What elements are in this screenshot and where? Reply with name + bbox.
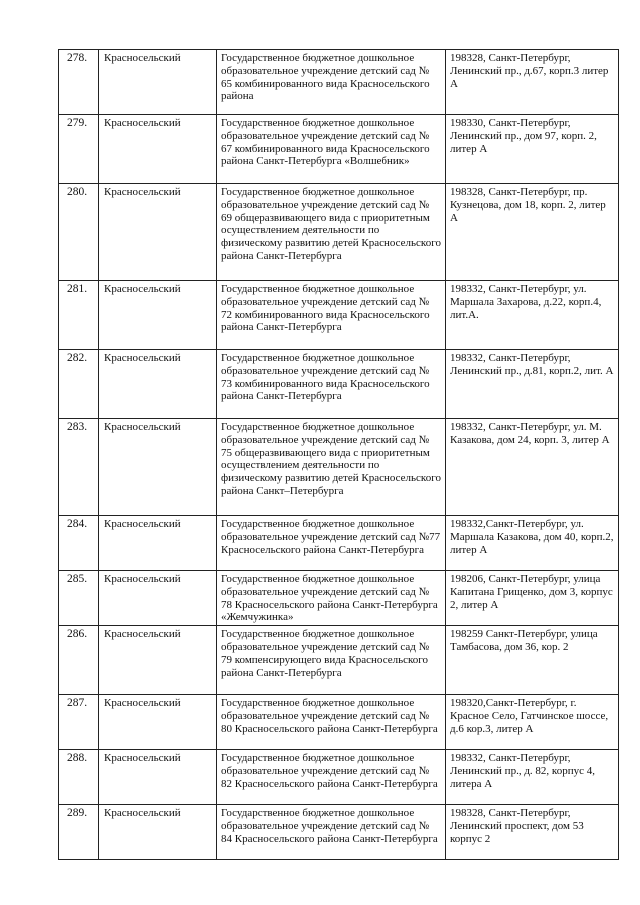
table-row xyxy=(59,50,619,115)
row-number: 284. xyxy=(59,516,99,571)
table-row xyxy=(59,419,619,516)
district-cell: Красносельский xyxy=(99,350,217,419)
row-number: 279. xyxy=(59,115,99,184)
table-row xyxy=(59,626,619,695)
address-cell: 198332, Санкт-Петербург, Ленинский пр., д.81, корп.2, лит. А xyxy=(446,350,619,419)
table-row xyxy=(59,750,619,805)
institution-name-cell: Государственное бюджетное дошкольное образовательное учреждение детский сад № 73 комбинированного вида Красносельского района Санкт-Петербурга xyxy=(217,350,446,419)
table-row xyxy=(59,695,619,750)
district-cell: Красносельский xyxy=(99,419,217,516)
district-cell: Красносельский xyxy=(99,805,217,860)
district-cell: Красносельский xyxy=(99,626,217,695)
address-cell: 198332, Санкт-Петербург, Ленинский пр., д. 82, корпус 4, литера А xyxy=(446,750,619,805)
row-number: 282. xyxy=(59,350,99,419)
address-cell: 198330, Санкт-Петербург, Ленинский пр., дом 97, корп. 2, литер А xyxy=(446,115,619,184)
kindergarten-registry-table xyxy=(58,49,619,860)
address-cell: 198328, Санкт-Петербург, Ленинский проспект, дом 53 корпус 2 xyxy=(446,805,619,860)
address-cell: 198206, Санкт-Петербург, улица Капитана Грищенко, дом 3, корпус 2, литер А xyxy=(446,571,619,626)
address-cell: 198328, Санкт-Петербург, Ленинский пр., д.67, корп.3 литер А xyxy=(446,50,619,115)
row-number: 289. xyxy=(59,805,99,860)
district-cell: Красносельский xyxy=(99,516,217,571)
district-cell: Красносельский xyxy=(99,184,217,281)
table-row xyxy=(59,115,619,184)
address-cell: 198332,Санкт-Петербург, ул. Маршала Казакова, дом 40, корп.2, литер А xyxy=(446,516,619,571)
institution-name-cell: Государственное бюджетное дошкольное образовательное учреждение детский сад № 80 Красносельского района Санкт-Петербурга xyxy=(217,695,446,750)
address-cell: 198332, Санкт-Петербург, ул. Маршала Захарова, д.22, корп.4, лит.А. xyxy=(446,281,619,350)
institution-name-cell: Государственное бюджетное дошкольное образовательное учреждение детский сад № 79 компенсирующего вида Красносельского района Санкт-Петербурга xyxy=(217,626,446,695)
district-cell: Красносельский xyxy=(99,571,217,626)
row-number: 285. xyxy=(59,571,99,626)
table-row xyxy=(59,281,619,350)
table-row xyxy=(59,571,619,626)
row-number: 286. xyxy=(59,626,99,695)
row-number: 287. xyxy=(59,695,99,750)
table-row xyxy=(59,184,619,281)
district-cell: Красносельский xyxy=(99,750,217,805)
institution-name-cell: Государственное бюджетное дошкольное образовательное учреждение детский сад № 82 Красносельского района Санкт-Петербурга xyxy=(217,750,446,805)
table-row xyxy=(59,350,619,419)
table-row xyxy=(59,516,619,571)
row-number: 283. xyxy=(59,419,99,516)
address-cell: 198328, Санкт-Петербург, пр. Кузнецова, дом 18, корп. 2, литер А xyxy=(446,184,619,281)
table-row xyxy=(59,805,619,860)
row-number: 280. xyxy=(59,184,99,281)
district-cell: Красносельский xyxy=(99,115,217,184)
row-number: 281. xyxy=(59,281,99,350)
institution-name-cell: Государственное бюджетное дошкольное образовательное учреждение детский сад № 84 Красносельского района Санкт-Петербурга xyxy=(217,805,446,860)
institution-name-cell: Государственное бюджетное дошкольное образовательное учреждение детский сад № 67 комбинированного вида Красносельского района Санкт-Петербурга «Волшебник» xyxy=(217,115,446,184)
institution-name-cell: Государственное бюджетное дошкольное образовательное учреждение детский сад № 78 Красносельского района Санкт-Петербурга «Жемчужинка» xyxy=(217,571,446,626)
district-cell: Красносельский xyxy=(99,281,217,350)
institution-name-cell: Государственное бюджетное дошкольное образовательное учреждение детский сад № 75 общеразвивающего вида с приоритетным осуществлением деятельности по физическому развитию детей Красносельского района Санкт–Петербурга xyxy=(217,419,446,516)
row-number: 288. xyxy=(59,750,99,805)
address-cell: 198332, Санкт-Петербург, ул. М. Казакова, дом 24, корп. 3, литер А xyxy=(446,419,619,516)
row-number: 278. xyxy=(59,50,99,115)
institution-name-cell: Государственное бюджетное дошкольное образовательное учреждение детский сад № 69 общеразвивающего вида с приоритетным осуществлением деятельности по физическому развитию детей Красносельского района Санкт-Петербурга xyxy=(217,184,446,281)
institution-name-cell: Государственное бюджетное дошкольное образовательное учреждение детский сад № 65 комбинированного вида Красносельского района xyxy=(217,50,446,115)
district-cell: Красносельский xyxy=(99,695,217,750)
table-body xyxy=(59,50,619,860)
address-cell: 198259 Санкт-Петербург, улица Тамбасова, дом 36, кор. 2 xyxy=(446,626,619,695)
institution-name-cell: Государственное бюджетное дошкольное образовательное учреждение детский сад №77 Красносельского района Санкт-Петербурга xyxy=(217,516,446,571)
district-cell: Красносельский xyxy=(99,50,217,115)
address-cell: 198320,Санкт-Петербург, г. Красное Село, Гатчинское шоссе, д.6 кор.3, литер А xyxy=(446,695,619,750)
institution-name-cell: Государственное бюджетное дошкольное образовательное учреждение детский сад № 72 комбинированного вида Красносельского района Санкт-Петербурга xyxy=(217,281,446,350)
